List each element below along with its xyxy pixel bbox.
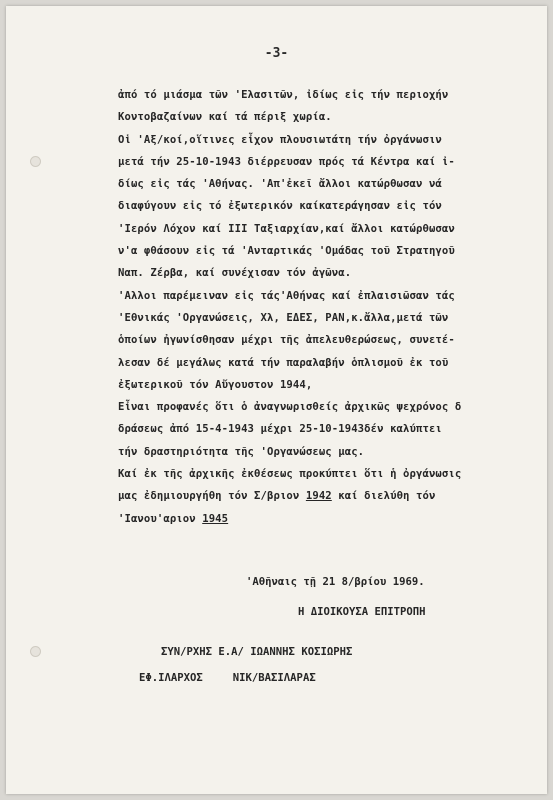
- text-line: λεσαν δέ μεγάλως κατά τήν παραλαβήν ὁπλισμοῦ ἐκ τοῦ: [118, 356, 449, 369]
- text-line: [118, 508, 518, 530]
- text-line: ἐξωτερικοῦ τόν Αὔγουστον 1944,: [118, 378, 313, 391]
- punch-hole: [30, 156, 41, 167]
- signature-row-2: [139, 672, 316, 684]
- text-line: Εἶναι προφανές ὅτι ὁ ἀναγνωρισθείς ἀρχικῶς ψεχρόνος δ: [118, 401, 462, 414]
- document-page: [6, 6, 547, 794]
- year-founded: 1942: [305, 490, 332, 503]
- text-line: Οἱ 'Αξ/κοί,οἵτινες εἶχον πλουσιωτάτη τήν ὀργάνωσιν: [118, 133, 442, 146]
- committee-heading: Η ΔΙΟΙΚΟΥΣΑ ΕΠΙΤΡΟΠΗ: [298, 606, 426, 618]
- text-line: [118, 485, 518, 507]
- text-line: Ναπ. Ζέρβα, καί συνέχισαν τόν ἀγῶνα.: [118, 267, 352, 280]
- text-line: ν'α φθάσουν εἰς τά 'Ανταρτικάς 'Ομάδας τοῦ Στρατηγοῦ: [118, 245, 455, 258]
- text-line: 'Ιερόν Λόχον καί III Ταξιαρχίαν,καί ἄλλοι κατώρθωσαν: [118, 222, 455, 235]
- text-line: Κοντοβαζαίνων καί τά πέριξ χωρία.: [118, 111, 332, 124]
- signature-rank: ΕΦ.ΙΛΑΡΧΟΣ: [139, 672, 203, 684]
- text-line: 'Εθνικάς 'Οργανώσεις, Χλ, ΕΔΕΣ, ΡΑΝ,κ.ἄλλα,μετά τῶν: [118, 311, 449, 324]
- text-line: Καί ἐκ τῆς ἀρχικῆς ἐκθέσεως προκύπτει ὅτι ἡ ὀργάνωσις: [118, 468, 462, 481]
- year-dissolved: 1945: [202, 512, 229, 525]
- text-segment: 'Ιανου'αριον: [118, 512, 203, 525]
- text-line: μετά τήν 25-10-1943 διέρρευσαν πρός τά Κέντρα καί ἰ-: [118, 155, 455, 168]
- text-line: διαφύγουν εἰς τό ἐξωτερικόν καίκατεράγησαν εἰς τόν: [118, 200, 442, 213]
- text-line: τήν δραστηριότητα τῆς 'Οργανώσεως μας.: [118, 445, 365, 458]
- signature-name: ΝΙΚ/ΒΑΣΙΛΑΡΑΣ: [232, 672, 316, 684]
- text-segment: μας ἐδημιουργήθη τόν Σ/βριον: [118, 490, 306, 503]
- text-line: δίως εἰς τάς 'Αθήνας. 'Απ'ἐκεῖ ἄλλοι κατώρθωσαν νά: [118, 178, 442, 191]
- punch-hole: [30, 646, 41, 657]
- document-body: [118, 84, 518, 530]
- text-line: δράσεως ἀπό 15-4-1943 μέχρι 25-10-1943δέν καλύπτει: [118, 423, 442, 436]
- date-line: 'Αθῆναις τῇ 21 8/βρίου 1969.: [246, 576, 425, 588]
- signature-row-1: ΣΥΝ/ΡΧΗΣ Ε.Α/ ΙΩΑΝΝΗΣ ΚΟΣΙΩΡΗΣ: [161, 646, 353, 658]
- text-line: ὁποίων ἠγωνίσθησαν μέχρι τῆς ἀπελευθερώσεως, συνετέ-: [118, 334, 455, 347]
- text-line: ἀπό τό μιάσμα τῶν 'Ελασιτῶν, ἰδίως εἰς τήν περιοχήν: [118, 89, 449, 101]
- text-segment: καί διελύθη τόν: [331, 490, 436, 503]
- page-number: -3-: [264, 46, 289, 61]
- text-line: 'Αλλοι παρέμειναν εἰς τάς'Αθήνας καί ἐπλαισιῶσαν τάς: [118, 289, 455, 302]
